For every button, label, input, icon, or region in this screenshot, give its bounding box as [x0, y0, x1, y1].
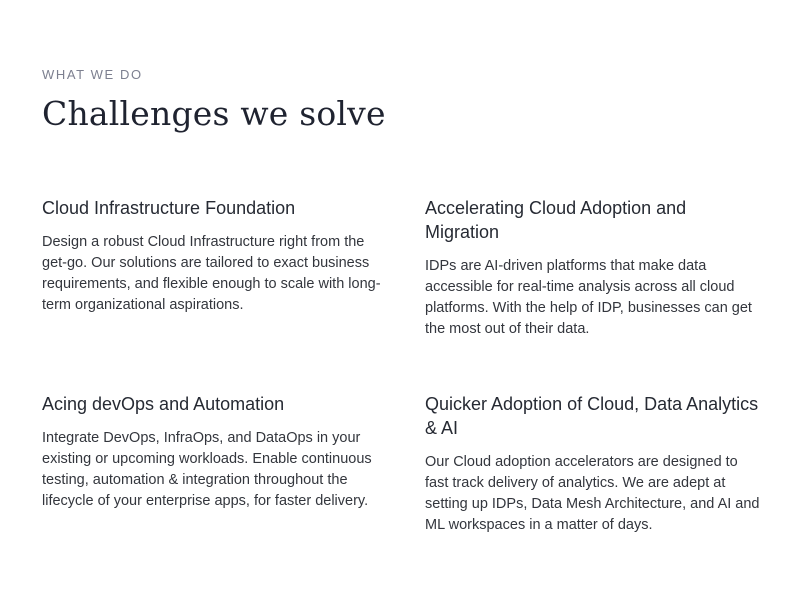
card-title: Quicker Adoption of Cloud, Data Analytics & AI	[425, 394, 759, 438]
card-title: Accelerating Cloud Adoption and Migration	[425, 198, 687, 242]
challenge-card-devops-automation	[42, 392, 382, 512]
challenges-section	[42, 66, 762, 533]
card-title: Cloud Infrastructure Foundation	[42, 198, 296, 218]
card-description: Our Cloud adoption accelerators are designed to fast track delivery of analytics. We are adept at setting up IDPs, Data Mesh Architecture, and AI and ML workspaces in a matter of days.	[425, 454, 760, 533]
card-title: Acing devOps and Automation	[42, 394, 285, 414]
card-description: Integrate DevOps, InfraOps, and DataOps in your existing or upcoming workloads. Enable continuous testing, automation & integration throughout the lifecycle of your enterprise apps, for faster delivery.	[42, 430, 372, 509]
challenge-card-cloud-adoption-migration	[425, 196, 760, 340]
section-title: Challenges we solve	[42, 94, 386, 133]
challenge-card-cloud-infrastructure	[42, 196, 382, 316]
card-description: IDPs are AI-driven platforms that make data accessible for real-time analysis across all cloud platforms. With the help of IDP, businesses can get the most out of their data.	[425, 258, 752, 337]
card-description: Design a robust Cloud Infrastructure right from the get-go. Our solutions are tailored to exact business requirements, and flexible enough to scale with long-term organizational aspirations.	[42, 234, 381, 313]
section-eyebrow: WHAT WE DO	[42, 67, 143, 82]
challenge-card-data-analytics-ai	[425, 392, 760, 536]
